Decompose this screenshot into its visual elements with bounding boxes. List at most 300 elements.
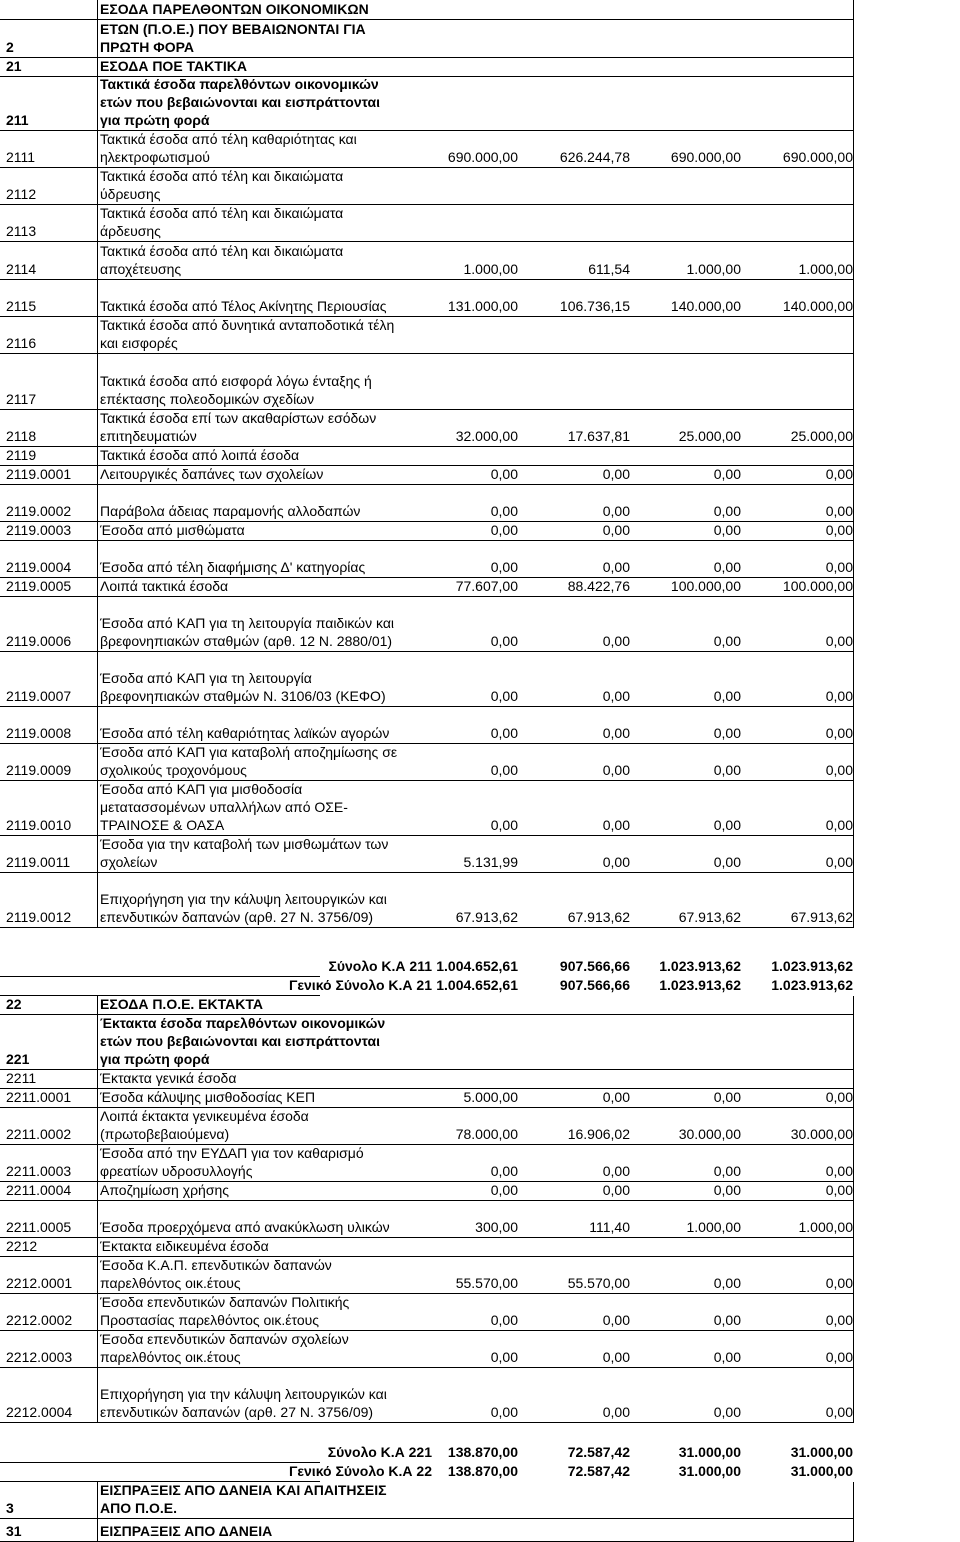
column-divider: [97, 996, 98, 1015]
amount-v2: 0,00: [602, 688, 630, 704]
column-divider: [97, 168, 98, 205]
account-description: Έσοδα κάλυψης μισθοδοσίας ΚΕΠ: [100, 1089, 316, 1105]
column-divider: [853, 280, 854, 317]
account-code: 2211.0005: [6, 1219, 72, 1235]
account-code: 2117: [6, 391, 37, 407]
table-row: [0, 541, 960, 578]
amount-v3: 0,00: [713, 1275, 741, 1291]
table-row: [0, 1519, 960, 1542]
amount-v2: 0,00: [602, 854, 630, 870]
column-divider: [97, 131, 98, 168]
column-divider: [97, 652, 98, 707]
table-row: [0, 1070, 960, 1089]
amount-v1: 0,00: [490, 1163, 518, 1179]
account-description: Έσοδα προερχόμενα από ανακύκλωση υλικών: [100, 1219, 390, 1235]
amount-v2: 0,00: [602, 1163, 630, 1179]
total-value-v3: 1.023.913,62: [659, 958, 741, 974]
table-row: [0, 1015, 960, 1070]
account-description: Αποζημίωση χρήσης: [100, 1182, 229, 1198]
account-code: 2119: [6, 447, 37, 463]
total-label: Γενικό Σύνολο Κ.Α 21: [288, 977, 432, 993]
total-label: Γενικό Σύνολο Κ.Α 22: [288, 1463, 432, 1479]
account-description: Τακτικά έσοδα από τέλη καθαριότητας και ηλεκτροφωτισμού: [100, 131, 357, 165]
amount-v4: 0,00: [825, 1089, 853, 1105]
account-description: Έκτακτα ειδικευμένα έσοδα: [100, 1238, 269, 1254]
account-code: 2112: [6, 186, 37, 202]
table-row: [0, 485, 960, 522]
column-divider: [97, 410, 98, 447]
column-divider: [97, 1368, 98, 1423]
account-code: 2116: [6, 335, 37, 351]
column-divider: [853, 1070, 854, 1089]
amount-v3: 0,00: [713, 1089, 741, 1105]
table-row: [0, 317, 960, 354]
amount-v4: 1.000,00: [798, 261, 853, 277]
amount-v3: 0,00: [713, 466, 741, 482]
table-row: [0, 410, 960, 447]
column-divider: [97, 1331, 98, 1368]
column-divider: [97, 836, 98, 873]
account-description: ΕΙΣΠΡΑΞΕΙΣ ΑΠΟ ΔΑΝΕΙΑ ΚΑΙ ΑΠΑΙΤΗΣΕΙΣ ΑΠΟ Π.Ο.Ε.: [100, 1482, 387, 1516]
amount-v2: 55.570,00: [567, 1275, 630, 1291]
table-row: [0, 836, 960, 873]
table-row: [0, 280, 960, 317]
account-description: Έσοδα Κ.Α.Π. επενδυτικών δαπανών παρελθόντος οικ.έτους: [100, 1257, 332, 1291]
account-code: 2113: [6, 223, 37, 239]
total-row: [0, 958, 960, 977]
amount-v1: 0,00: [490, 725, 518, 741]
amount-v2: 88.422,76: [567, 578, 630, 594]
account-code: 2119.0007: [6, 688, 72, 704]
table-row: [0, 1201, 960, 1238]
amount-v1: 78.000,00: [455, 1126, 518, 1142]
amount-v2: 0,00: [602, 633, 630, 649]
amount-v4: 25.000,00: [790, 428, 853, 444]
account-description: ΕΤΩΝ (Π.Ο.Ε.) ΠΟΥ ΒΕΒΑΙΩΝΟΝΤΑΙ ΓΙΑ ΠΡΩΤΗ ΦΟΡΑ: [100, 21, 366, 55]
amount-v3: 0,00: [713, 1404, 741, 1420]
column-divider: [97, 1238, 98, 1257]
amount-v1: 300,00: [475, 1219, 518, 1235]
amount-v1: 0,00: [490, 503, 518, 519]
account-code: 2118: [6, 428, 37, 444]
column-divider: [97, 0, 98, 20]
amount-v4: 0,00: [825, 854, 853, 870]
account-code: 2212.0003: [6, 1349, 73, 1365]
account-description: Έσοδα από μισθώματα: [100, 522, 245, 538]
column-divider: [853, 1145, 854, 1182]
amount-v1: 0,00: [490, 559, 518, 575]
table-row: [0, 996, 960, 1015]
total-label: Σύνολο Κ.Α 221: [327, 1444, 432, 1460]
column-divider: [853, 447, 854, 466]
column-divider: [97, 242, 98, 280]
account-code: 2119.0004: [6, 559, 72, 575]
amount-v2: 626.244,78: [559, 149, 630, 165]
amount-v4: 0,00: [825, 522, 853, 538]
amount-v3: 0,00: [713, 522, 741, 538]
amount-v2: 17.637,81: [567, 428, 630, 444]
table-row: [0, 1294, 960, 1331]
amount-v3: 140.000,00: [670, 298, 741, 314]
column-divider: [853, 1294, 854, 1331]
account-code: 221: [6, 1051, 30, 1067]
column-divider: [853, 410, 854, 447]
column-divider: [97, 744, 98, 781]
account-code: 2119.0002: [6, 503, 72, 519]
column-divider: [97, 1015, 98, 1070]
account-description: ΕΣΟΔΑ ΠΑΡΕΛΘΟΝΤΩΝ ΟΙΚΟΝΟΜΙΚΩΝ: [100, 1, 369, 17]
column-divider: [97, 873, 98, 928]
table-row: [0, 744, 960, 781]
total-value-v4: 1.023.913,62: [771, 958, 853, 974]
account-description: Έσοδα από τέλη διαφήμισης Δ' κατηγορίας: [100, 559, 366, 575]
account-code: 2119.0003: [6, 522, 72, 538]
amount-v1: 0,00: [490, 1312, 518, 1328]
column-divider: [853, 1201, 854, 1238]
amount-v1: 0,00: [490, 522, 518, 538]
column-divider: [97, 447, 98, 466]
table-row: [0, 1145, 960, 1182]
amount-v4: 1.000,00: [798, 1219, 853, 1235]
account-code: 2212: [6, 1238, 38, 1254]
column-divider: [97, 77, 98, 131]
column-divider: [853, 20, 854, 58]
table-row: [0, 1182, 960, 1201]
amount-v2: 0,00: [602, 466, 630, 482]
account-code: 2115: [6, 298, 37, 314]
account-code: 2119.0012: [6, 909, 72, 925]
account-code: 2119.0001: [6, 466, 72, 482]
amount-v1: 0,00: [490, 466, 518, 482]
column-divider: [853, 466, 854, 485]
amount-v2: 0,00: [602, 1349, 630, 1365]
account-code: 2119.0009: [6, 762, 72, 778]
amount-v3: 0,00: [713, 1312, 741, 1328]
account-code: 2212.0002: [6, 1312, 73, 1328]
amount-v4: 140.000,00: [782, 298, 853, 314]
table-row: [0, 578, 960, 597]
column-divider: [853, 205, 854, 242]
column-divider: [97, 1089, 98, 1108]
table-row: [0, 168, 960, 205]
amount-v3: 100.000,00: [670, 578, 741, 594]
account-description: ΕΣΟΔΑ Π.Ο.Ε. ΕΚΤΑΚΤΑ: [100, 996, 264, 1012]
table-row: [0, 242, 960, 280]
amount-v1: 0,00: [490, 688, 518, 704]
column-divider: [97, 707, 98, 744]
column-divider: [853, 317, 854, 354]
amount-v4: 0,00: [825, 559, 853, 575]
column-divider: [853, 836, 854, 873]
amount-v2: 0,00: [602, 762, 630, 778]
column-divider: [97, 1070, 98, 1089]
column-divider: [97, 58, 98, 77]
account-description: Λοιπά έκτακτα γενικευμένα έσοδα (πρωτοβεβαιούμενα): [100, 1108, 309, 1142]
column-divider: [853, 1331, 854, 1368]
total-value-v2: 72.587,42: [567, 1444, 630, 1460]
column-divider: [853, 1368, 854, 1423]
total-value-v3: 31.000,00: [678, 1444, 741, 1460]
amount-v1: 1.000,00: [463, 261, 518, 277]
column-divider: [97, 1108, 98, 1145]
column-divider: [97, 1294, 98, 1331]
account-description: Έκτακτα γενικά έσοδα: [100, 1070, 237, 1086]
account-code: 2211.0001: [6, 1089, 72, 1105]
column-divider: [853, 77, 854, 131]
amount-v2: 0,00: [602, 817, 630, 833]
total-value-v2: 907.566,66: [559, 977, 630, 993]
amount-v1: 0,00: [490, 1349, 518, 1365]
column-divider: [853, 1238, 854, 1257]
amount-v4: 0,00: [825, 817, 853, 833]
total-label: Σύνολο Κ.Α 211: [328, 958, 432, 974]
account-code: 2119.0006: [6, 633, 72, 649]
account-code: 2: [6, 39, 14, 55]
column-divider: [97, 466, 98, 485]
amount-v4: 100.000,00: [782, 578, 853, 594]
account-description: ΕΣΟΔΑ ΠΟΕ ΤΑΚΤΙΚΑ: [100, 58, 247, 74]
account-code: 2211.0003: [6, 1163, 72, 1179]
table-row: [0, 205, 960, 242]
amount-v3: 1.000,00: [686, 1219, 741, 1235]
amount-v4: 0,00: [825, 1182, 853, 1198]
table-row: [0, 1331, 960, 1368]
table-row: [0, 522, 960, 541]
column-divider: [853, 541, 854, 578]
account-code: 2111: [6, 149, 36, 165]
account-description: Έκτακτα έσοδα παρελθόντων οικονομικών ετών που βεβαιώνονται και εισπράττονται για πρώτη φορά: [100, 1015, 386, 1067]
total-value-v4: 31.000,00: [790, 1463, 853, 1479]
column-divider: [97, 354, 98, 410]
amount-v4: 0,00: [825, 1275, 853, 1291]
amount-v4: 0,00: [825, 688, 853, 704]
amount-v2: 67.913,62: [567, 909, 630, 925]
total-value-v4: 1.023.913,62: [771, 977, 853, 993]
amount-v3: 0,00: [713, 1182, 741, 1198]
column-divider: [97, 541, 98, 578]
amount-v3: 0,00: [713, 559, 741, 575]
column-divider: [853, 1519, 854, 1542]
account-code: 2119.0010: [6, 817, 72, 833]
amount-v4: 0,00: [825, 1404, 853, 1420]
amount-v4: 0,00: [825, 725, 853, 741]
amount-v1: 0,00: [490, 1404, 518, 1420]
total-value-v3: 1.023.913,62: [659, 977, 741, 993]
amount-v3: 0,00: [713, 503, 741, 519]
column-divider: [97, 578, 98, 597]
account-code: 211: [6, 112, 29, 128]
account-description: Τακτικά έσοδα από λοιπά έσοδα: [100, 447, 300, 463]
account-code: 2119.0005: [6, 578, 72, 594]
amount-v3: 0,00: [713, 1163, 741, 1179]
amount-v1: 67.913,62: [455, 909, 518, 925]
amount-v2: 111,40: [589, 1219, 630, 1235]
column-divider: [97, 1257, 98, 1294]
account-code: 31: [6, 1523, 22, 1539]
table-row: [0, 77, 960, 131]
column-divider: [97, 1145, 98, 1182]
account-code: 2212.0001: [6, 1275, 73, 1291]
account-description: Τακτικά έσοδα από εισφορά λόγω ένταξης ή επέκτασης πολεοδομικών σχεδίων: [100, 373, 372, 407]
column-divider: [853, 578, 854, 597]
account-description: Επιχορήγηση για την κάλυψη λειτουργικών και επενδυτικών δαπανών (αρθ. 27 Ν. 3756/09): [100, 1386, 387, 1420]
total-row: [0, 1444, 960, 1463]
amount-v4: 0,00: [825, 466, 853, 482]
amount-v3: 0,00: [713, 725, 741, 741]
total-row: [0, 977, 960, 996]
column-divider: [853, 1015, 854, 1070]
account-code: 2211.0002: [6, 1126, 72, 1142]
account-description: Τακτικά έσοδα από δυνητικά ανταποδοτικά τέλη και εισφορές: [100, 317, 395, 351]
total-value-v1: 138.870,00: [447, 1444, 518, 1460]
amount-v3: 0,00: [713, 762, 741, 778]
column-divider: [853, 354, 854, 410]
column-divider: [97, 1182, 98, 1201]
column-divider: [97, 522, 98, 541]
column-divider: [853, 873, 854, 928]
column-divider: [97, 1201, 98, 1238]
column-divider: [97, 597, 98, 652]
amount-v2: 16.906,02: [567, 1126, 630, 1142]
table-row: [0, 131, 960, 168]
amount-v4: 0,00: [825, 762, 853, 778]
column-divider: [97, 1482, 98, 1519]
column-divider: [853, 0, 854, 20]
column-divider: [853, 1182, 854, 1201]
column-divider: [853, 168, 854, 205]
column-divider: [97, 317, 98, 354]
total-value-v3: 31.000,00: [678, 1463, 741, 1479]
column-divider: [853, 1257, 854, 1294]
amount-v1: 77.607,00: [455, 578, 518, 594]
amount-v3: 0,00: [713, 817, 741, 833]
spacer-row: [0, 1423, 960, 1444]
amount-v1: 0,00: [490, 817, 518, 833]
account-description: Τακτικά έσοδα από Τέλος Ακίνητης Περιουσίας: [100, 298, 387, 314]
amount-v2: 0,00: [602, 725, 630, 741]
account-description: Έσοδα από ΚΑΠ για τη λειτουργία βρεφονηπιακών σταθμών Ν. 3106/03 (ΚΕΦΟ): [100, 670, 386, 704]
column-divider: [97, 1519, 98, 1542]
amount-v4: 30.000,00: [790, 1126, 853, 1142]
table-row: [0, 873, 960, 928]
account-description: Έσοδα από ΚΑΠ για τη λειτουργία παιδικών και βρεφονηπιακών σταθμών (αρθ. 12 Ν. 2880/01): [100, 615, 395, 649]
table-row: [0, 1238, 960, 1257]
amount-v4: 67.913,62: [790, 909, 853, 925]
amount-v1: 690.000,00: [447, 149, 518, 165]
total-value-v1: 138.870,00: [447, 1463, 518, 1479]
total-value-v2: 72.587,42: [567, 1463, 630, 1479]
total-value-v1: 1.004.652,61: [436, 958, 518, 974]
amount-v2: 611,54: [588, 261, 630, 277]
column-divider: [853, 485, 854, 522]
column-divider: [853, 242, 854, 280]
column-divider: [853, 1108, 854, 1145]
amount-v2: 106.736,15: [559, 298, 630, 314]
account-code: 2114: [6, 261, 37, 277]
account-description: Έσοδα από τέλη καθαριότητας λαϊκών αγορών: [100, 725, 390, 741]
column-divider: [97, 485, 98, 522]
account-description: Έσοδα επενδυτικών δαπανών Πολιτικής Προστασίας παρελθόντος οικ.έτους: [100, 1294, 350, 1328]
total-value-v2: 907.566,66: [559, 958, 630, 974]
amount-v1: 5.000,00: [463, 1089, 518, 1105]
account-code: 3: [6, 1500, 14, 1516]
table-row: [0, 1108, 960, 1145]
amount-v1: 55.570,00: [455, 1275, 518, 1291]
account-description: ΕΙΣΠΡΑΞΕΙΣ ΑΠΟ ΔΑΝΕΙΑ: [100, 1523, 273, 1539]
amount-v2: 0,00: [602, 522, 630, 538]
account-code: 21: [6, 58, 22, 74]
account-description: Έσοδα από ΚΑΠ για μισθοδοσία μετατασσομένων υπαλλήλων από ΟΣΕ-ΤΡΑΙΝΟΣΕ & ΟΑΣΑ: [100, 781, 348, 833]
amount-v3: 30.000,00: [678, 1126, 741, 1142]
amount-v2: 0,00: [602, 1089, 630, 1105]
amount-v4: 0,00: [825, 1312, 853, 1328]
amount-v1: 0,00: [490, 1182, 518, 1198]
column-divider: [853, 522, 854, 541]
amount-v2: 0,00: [602, 1312, 630, 1328]
amount-v4: 690.000,00: [782, 149, 853, 165]
column-divider: [97, 205, 98, 242]
table-row: [0, 0, 960, 20]
column-divider: [853, 1482, 854, 1519]
amount-v1: 131.000,00: [447, 298, 518, 314]
account-code: 2119.0011: [6, 854, 71, 870]
amount-v1: 0,00: [490, 762, 518, 778]
account-description: Τακτικά έσοδα επί των ακαθαρίστων εσόδων επιτηδευματιών: [100, 410, 377, 444]
column-divider: [853, 131, 854, 168]
table-row: [0, 354, 960, 410]
table-row: [0, 466, 960, 485]
table-row: [0, 1089, 960, 1108]
column-divider: [853, 707, 854, 744]
account-description: Επιχορήγηση για την κάλυψη λειτουργικών και επενδυτικών δαπανών (αρθ. 27 Ν. 3756/09): [100, 891, 387, 925]
account-description: Λειτουργικές δαπάνες των σχολείων: [100, 466, 324, 482]
account-description: Τακτικά έσοδα από τέλη και δικαιώματα άρδευσης: [100, 205, 344, 239]
amount-v3: 0,00: [713, 633, 741, 649]
amount-v4: 0,00: [825, 633, 853, 649]
amount-v3: 25.000,00: [678, 428, 741, 444]
table-row: [0, 1482, 960, 1519]
table-row: [0, 652, 960, 707]
amount-v3: 67.913,62: [678, 909, 741, 925]
table-row: [0, 1368, 960, 1423]
amount-v3: 690.000,00: [670, 149, 741, 165]
account-description: Τακτικά έσοδα από τέλη και δικαιώματα αποχέτευσης: [100, 243, 344, 277]
column-divider: [853, 996, 854, 1015]
amount-v2: 0,00: [602, 1404, 630, 1420]
amount-v4: 0,00: [825, 503, 853, 519]
table-row: [0, 20, 960, 58]
column-divider: [97, 280, 98, 317]
spacer-row: [0, 928, 960, 958]
amount-v3: 0,00: [713, 688, 741, 704]
column-divider: [853, 652, 854, 707]
amount-v4: 0,00: [825, 1349, 853, 1365]
column-divider: [97, 781, 98, 836]
account-code: 2119.0008: [6, 725, 72, 741]
account-code: 2212.0004: [6, 1404, 73, 1420]
account-code: 22: [6, 996, 22, 1012]
amount-v2: 0,00: [602, 559, 630, 575]
account-description: Έσοδα από ΚΑΠ για καταβολή αποζημίωσης σε σχολικούς τροχονόμους: [100, 744, 398, 778]
total-value-v4: 31.000,00: [790, 1444, 853, 1460]
total-row: [0, 1463, 960, 1482]
account-code: 2211.0004: [6, 1182, 72, 1198]
amount-v1: 5.131,99: [463, 854, 518, 870]
column-divider: [97, 20, 98, 58]
amount-v3: 0,00: [713, 854, 741, 870]
column-divider: [853, 1089, 854, 1108]
account-description: Έσοδα επενδυτικών δαπανών σχολείων παρελθόντος οικ.έτους: [100, 1331, 349, 1365]
